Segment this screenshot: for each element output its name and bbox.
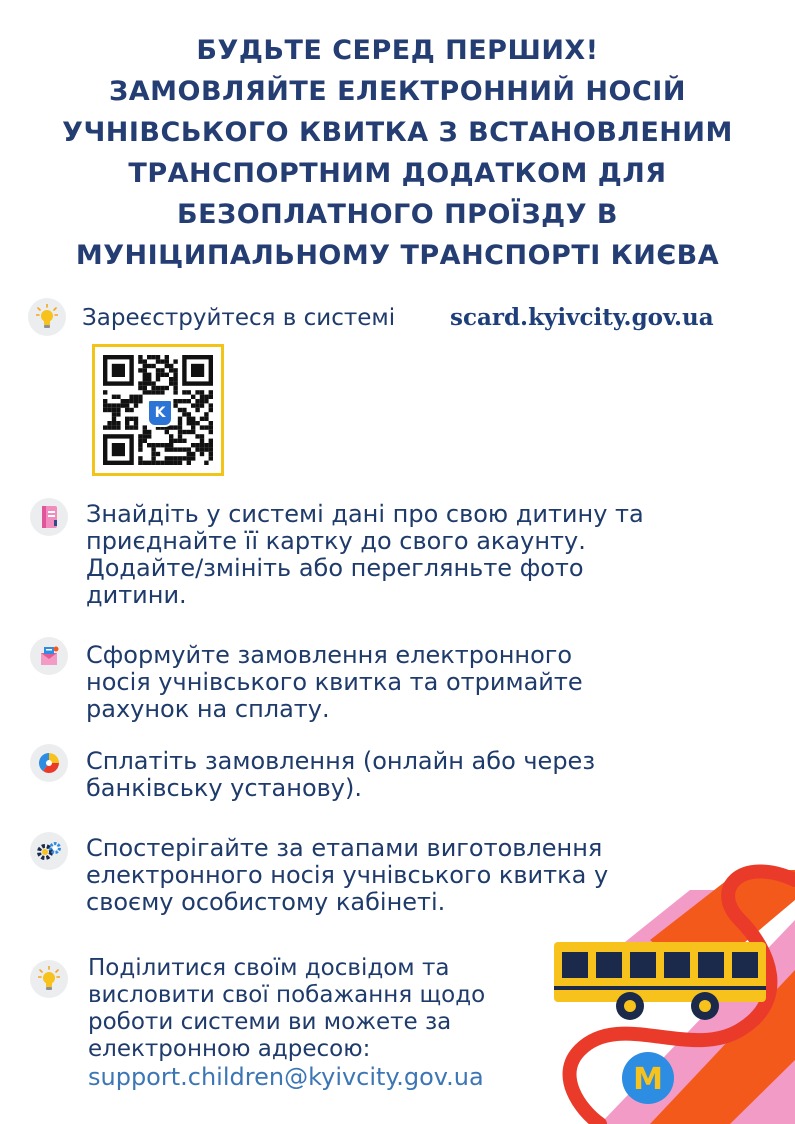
bus-window (664, 952, 690, 978)
feedback-line: роботи системи ви можете за (88, 1009, 452, 1035)
lightbulb-icon (28, 298, 66, 336)
step-line: приєднайте її картку до свого акаунту. (86, 527, 586, 555)
bus-window (562, 952, 588, 978)
step-line: Знайдіть у системі дані про свою дитину та (86, 500, 644, 528)
title-line: БУДЬТЕ СЕРЕД ПЕРШИХ! (196, 35, 599, 66)
qr-finder-pattern (103, 355, 134, 386)
bus-window (630, 952, 656, 978)
page-title (0, 30, 795, 276)
bus-window (732, 952, 758, 978)
step-line: Додайте/змініть або перегляньте фото (86, 554, 584, 582)
qr-finder-pattern (103, 434, 134, 465)
mailbox-icon (30, 637, 68, 675)
feedback-text (88, 955, 485, 1063)
step-line: банківську установу). (86, 774, 362, 802)
title-line: УЧНІВСЬКОГО КВИТКА З ВСТАНОВЛЕНИМ (62, 117, 733, 148)
bus-illustration (540, 860, 795, 1124)
qr-center-letter: K (154, 405, 166, 421)
register-text: Зареєструйтеся в системі (82, 305, 396, 331)
feedback-line: електронною адресою: (88, 1036, 371, 1062)
register-url-link[interactable]: scard.kyivcity.gov.ua (450, 304, 714, 331)
step-line: Сформуйте замовлення електронного (86, 641, 573, 669)
feedback-line: Поділитися своїм досвідом та (88, 955, 450, 981)
step-line: дитини. (86, 581, 187, 609)
step-4-text (86, 835, 608, 916)
gears-icon (30, 832, 68, 870)
step-line: рахунок на сплату. (86, 695, 330, 723)
step-line: носія учнівського квитка та отримайте (86, 668, 583, 696)
qr-code[interactable] (92, 344, 224, 476)
bus-window (596, 952, 622, 978)
step-3-text (86, 748, 595, 802)
title-line: ЗАМОВЛЯЙТЕ ЕЛЕКТРОННИЙ НОСІЙ (109, 76, 686, 107)
feedback-line: висловити свої побажання щодо (88, 982, 486, 1008)
bus-window (698, 952, 724, 978)
title-line: МУНІЦИПАЛЬНОМУ ТРАНСПОРТІ КИЄВА (75, 240, 720, 271)
step-line: своєму особистому кабінеті. (86, 888, 446, 916)
step-1-text (86, 501, 644, 609)
qr-center-badge (147, 399, 173, 427)
title-line: БЕЗОПЛАТНОГО ПРОЇЗДУ В (176, 199, 618, 230)
step-line: електронного носія учнівського квитка у (86, 861, 609, 889)
notebook-icon (30, 498, 68, 536)
step-2-text (86, 642, 583, 723)
metro-badge-letter: М (633, 1062, 663, 1097)
step-line: Сплатіть замовлення (онлайн або через (86, 747, 596, 775)
support-email-link[interactable]: support.children@kyivcity.gov.ua (88, 1063, 484, 1091)
qr-finder-pattern (182, 355, 213, 386)
step-line: Спостерігайте за етапами виготовлення (86, 834, 603, 862)
lightbulb-icon (30, 960, 68, 998)
pie-chart-icon (30, 744, 68, 782)
title-line: ТРАНСПОРТНИМ ДОДАТКОМ ДЛЯ (128, 158, 667, 189)
